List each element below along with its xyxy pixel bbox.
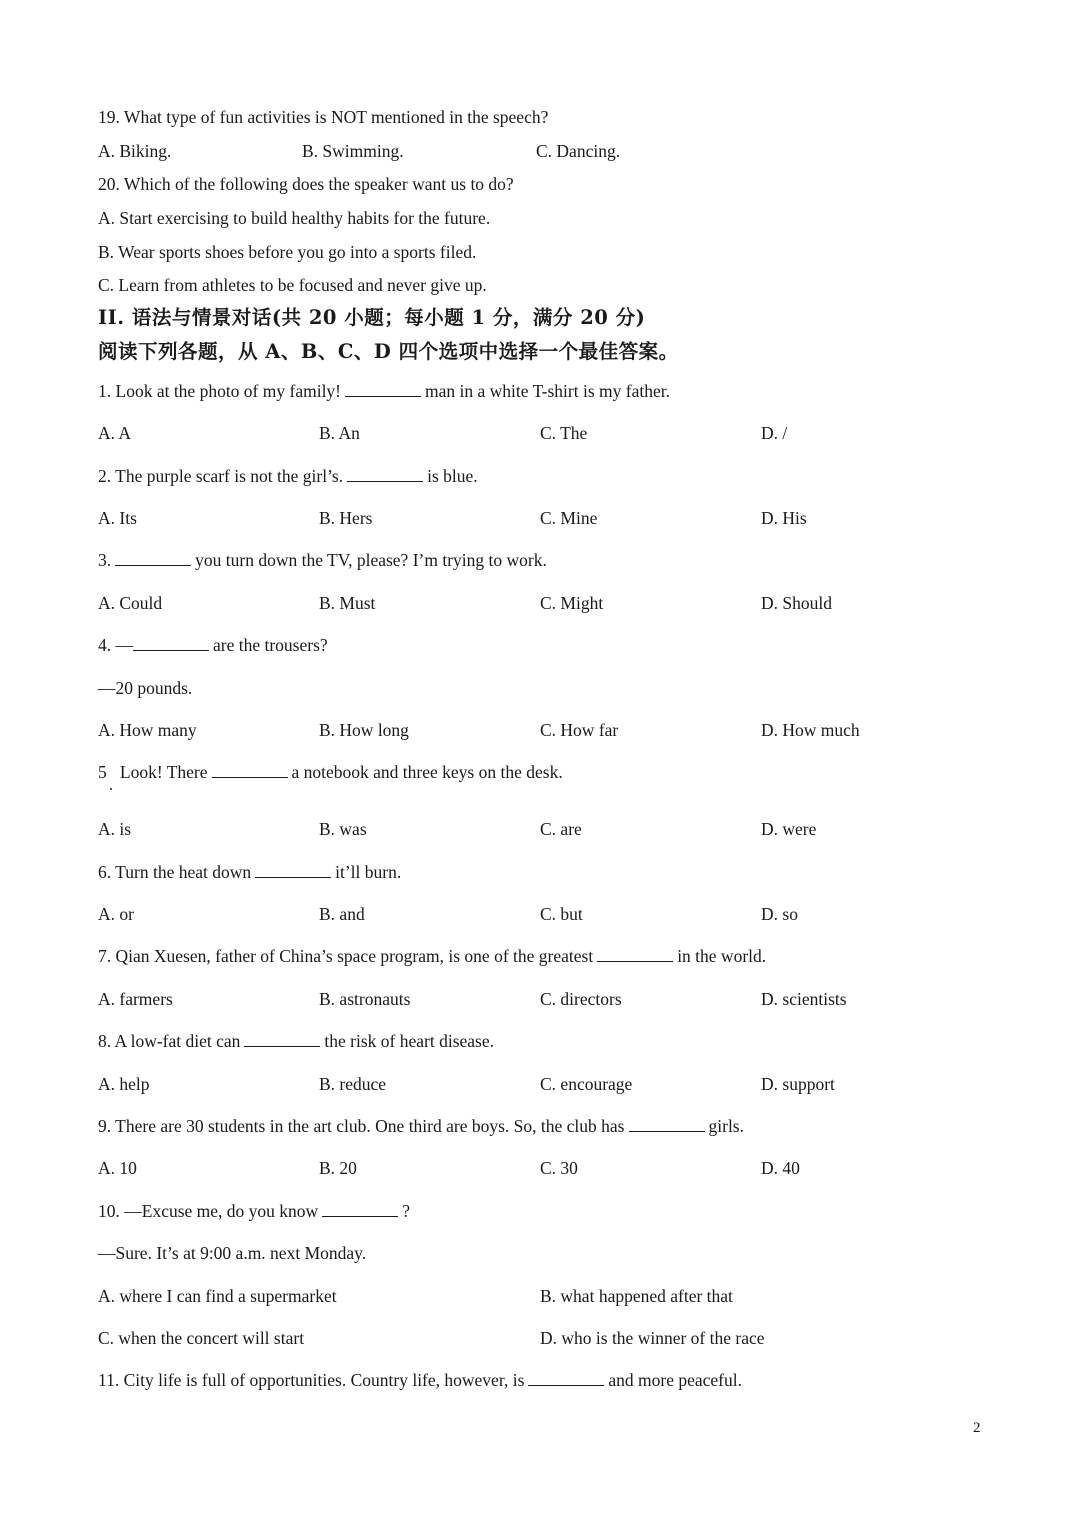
- q20-option-b: B. Wear sports shoes before you go into a sports filed.: [98, 242, 477, 262]
- q6-option-b: B. and: [319, 904, 365, 924]
- section-title: II. 语法与情景对话(共 20 小题；每小题 1 分，满分 20 分): [98, 306, 646, 329]
- section-instruction: 阅读下列各题，从 A、B、C、D 四个选项中选择一个最佳答案。: [98, 340, 679, 363]
- q8-option-b: B. reduce: [319, 1074, 387, 1094]
- q9-option-d: D. 40: [761, 1158, 800, 1178]
- q2-option-d: D. His: [761, 508, 807, 528]
- q2-option-b: B. Hers: [319, 508, 373, 528]
- q10-option-d: D. who is the winner of the race: [540, 1328, 765, 1348]
- question-6-stem: 6. Turn the heat down it’ll burn.: [98, 862, 402, 882]
- question-11-stem: 11. City life is full of opportunities. Country life, however, is and more peaceful.: [98, 1370, 742, 1390]
- q7-option-b: B. astronauts: [319, 989, 411, 1009]
- q19-stem: 19. What type of fun activities is NOT mentioned in the speech?: [98, 107, 549, 127]
- q19-option-b: B. Swimming.: [302, 141, 404, 161]
- answer-blank: [115, 549, 191, 566]
- q4-option-a: A. How many: [98, 720, 197, 740]
- q7-option-d: D. scientists: [761, 989, 847, 1009]
- q10-option-a: A. where I can find a supermarket: [98, 1286, 337, 1306]
- question-8-stem: 8. A low-fat diet can the risk of heart disease.: [98, 1031, 494, 1051]
- question-2-stem: 2. The purple scarf is not the girl’s. is blue.: [98, 466, 478, 486]
- q6-option-d: D. so: [761, 904, 798, 924]
- question-1-stem: 1. Look at the photo of my family! man in a white T-shirt is my father.: [98, 381, 670, 401]
- answer-blank: [528, 1369, 604, 1386]
- q1-option-d: D. /: [761, 423, 788, 443]
- q3-option-d: D. Should: [761, 593, 832, 613]
- answer-blank: [322, 1200, 398, 1217]
- q9-option-c: C. 30: [540, 1158, 578, 1178]
- q9-option-b: B. 20: [319, 1158, 357, 1178]
- q1-option-b: B. An: [319, 423, 360, 443]
- answer-blank: [347, 465, 423, 482]
- answer-blank: [212, 761, 288, 778]
- question-7-stem: 7. Qian Xuesen, father of China’s space program, is one of the greatest in the world.: [98, 946, 767, 966]
- q4-option-b: B. How long: [319, 720, 409, 740]
- answer-blank: [629, 1115, 705, 1132]
- question-3-stem: 3. you turn down the TV, please? I’m trying to work.: [98, 550, 547, 570]
- q7-option-c: C. directors: [540, 989, 622, 1009]
- question-5-stem: 5 Look! There a notebook and three keys on the desk.: [98, 762, 563, 782]
- q5-option-c: C. are: [540, 819, 582, 839]
- q8-option-a: A. help: [98, 1074, 150, 1094]
- answer-blank: [597, 945, 673, 962]
- stray-dot: [110, 788, 112, 790]
- question-4-stem: 4. — are the trousers?: [98, 635, 328, 655]
- q2-option-c: C. Mine: [540, 508, 598, 528]
- question-4-reply: —20 pounds.: [98, 678, 193, 698]
- q4-option-c: C. How far: [540, 720, 619, 740]
- q10-option-c: C. when the concert will start: [98, 1328, 305, 1348]
- page-number: 2: [973, 1420, 981, 1436]
- answer-blank: [345, 380, 421, 397]
- q3-option-c: C. Might: [540, 593, 604, 613]
- q5-option-d: D. were: [761, 819, 817, 839]
- q20-stem: 20. Which of the following does the speaker want us to do?: [98, 174, 514, 194]
- question-10-stem: 10. —Excuse me, do you know ?: [98, 1201, 410, 1221]
- q7-option-a: A. farmers: [98, 989, 173, 1009]
- q9-option-a: A. 10: [98, 1158, 137, 1178]
- q6-option-c: C. but: [540, 904, 583, 924]
- q6-option-a: A. or: [98, 904, 134, 924]
- answer-blank: [255, 861, 331, 878]
- q3-option-b: B. Must: [319, 593, 376, 613]
- q20-option-a: A. Start exercising to build healthy habits for the future.: [98, 208, 491, 228]
- q19-option-c: C. Dancing.: [536, 141, 621, 161]
- q19-option-a: A. Biking.: [98, 141, 172, 161]
- answer-blank: [133, 634, 209, 651]
- q3-option-a: A. Could: [98, 593, 163, 613]
- q5-option-b: B. was: [319, 819, 367, 839]
- q2-option-a: A. Its: [98, 508, 137, 528]
- q1-option-c: C. The: [540, 423, 588, 443]
- question-9-stem: 9. There are 30 students in the art club. One third are boys. So, the club has girls.: [98, 1116, 744, 1136]
- answer-blank: [244, 1030, 320, 1047]
- question-10-reply: —Sure. It’s at 9:00 a.m. next Monday.: [98, 1243, 367, 1263]
- q1-option-a: A. A: [98, 423, 132, 443]
- q5-option-a: A. is: [98, 819, 132, 839]
- q10-option-b: B. what happened after that: [540, 1286, 733, 1306]
- q4-option-d: D. How much: [761, 720, 860, 740]
- q20-option-c: C. Learn from athletes to be focused and never give up.: [98, 275, 487, 295]
- q8-option-c: C. encourage: [540, 1074, 633, 1094]
- q8-option-d: D. support: [761, 1074, 835, 1094]
